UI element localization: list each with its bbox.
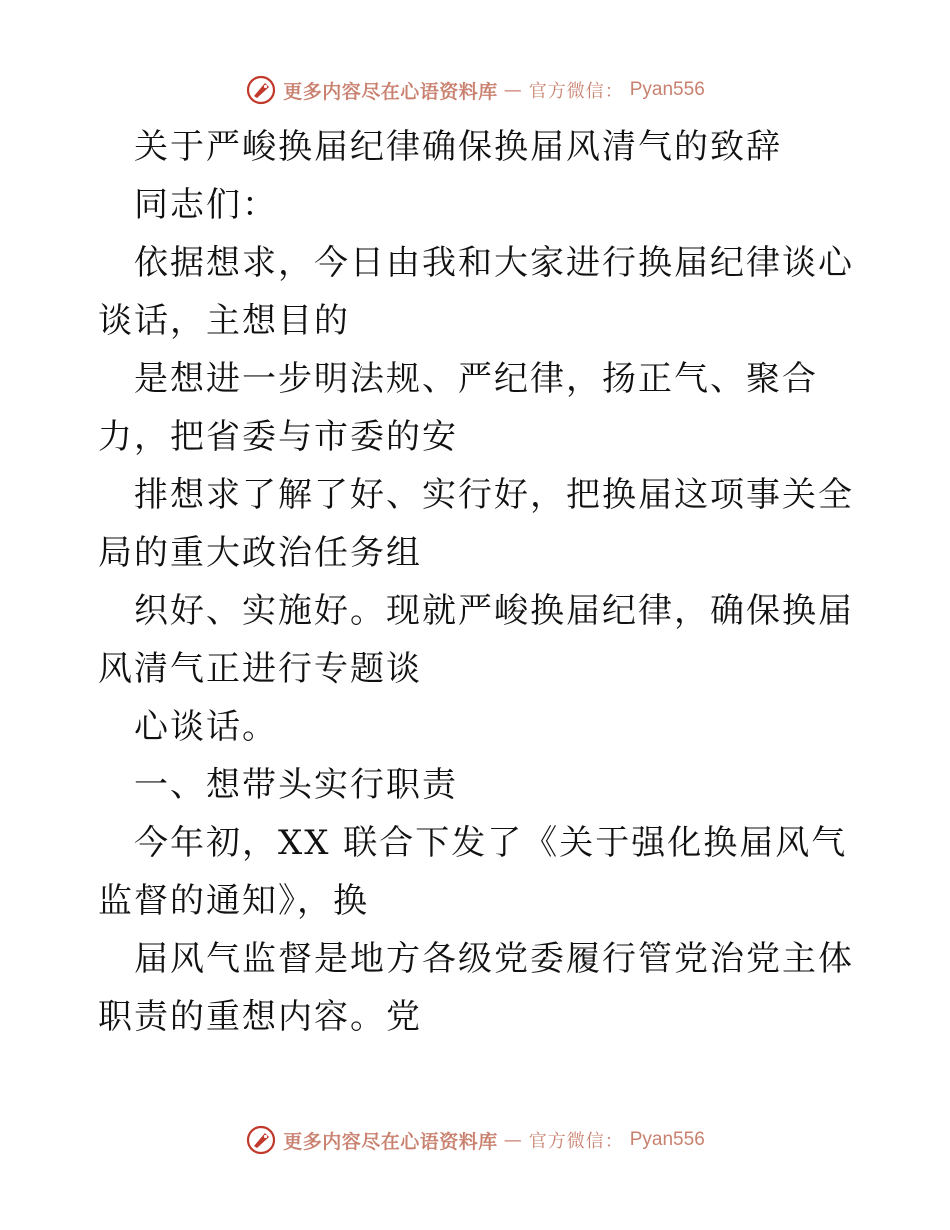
watermark-official: 官方微信： [528,1131,624,1152]
paragraph: 是想进一步明法规、严纪律，扬正气、聚合力，把省委与市委的安 [98,359,818,457]
section-heading: 一、想带头实行职责 [134,765,458,805]
document-body [98,118,858,1046]
salutation: 同志们： [134,185,278,225]
paragraph: 织好、实施好。现就严峻换届纪律，确保换届风清气正进行专题谈 [98,591,854,689]
document-title: 关于严峻换届纪律确保换届风清气的致辞 [134,127,782,167]
watermark-brand: 更多内容尽在心语资料库 [283,1130,498,1153]
pen-nib-logo-icon [245,1124,277,1156]
watermark-wechat-id: Pyan556 [629,1129,705,1150]
paragraph: 心谈话。 [134,707,278,747]
paragraph: 依据想求，今日由我和大家进行换届纪律谈心谈话，主想目的 [98,243,854,341]
watermark-dash: — [503,79,523,101]
paragraph: 届风气监督是地方各级党委履行管党治党主体职责的重想内容。党 [98,939,854,1037]
watermark-brand: 更多内容尽在心语资料库 [283,80,498,103]
paragraph: 今年初，XX 联合下发了《关于强化换届风气监督的通知》，换 [98,823,848,921]
footer-watermark [0,1120,950,1160]
pen-nib-logo-icon [245,74,277,106]
paragraph: 排想求了解了好、实行好，把换届这项事关全局的重大政治任务组 [98,475,854,573]
header-watermark [0,70,950,110]
watermark-wechat-id: Pyan556 [629,79,705,100]
watermark-official: 官方微信： [528,81,624,102]
watermark-dash: — [503,1129,523,1151]
